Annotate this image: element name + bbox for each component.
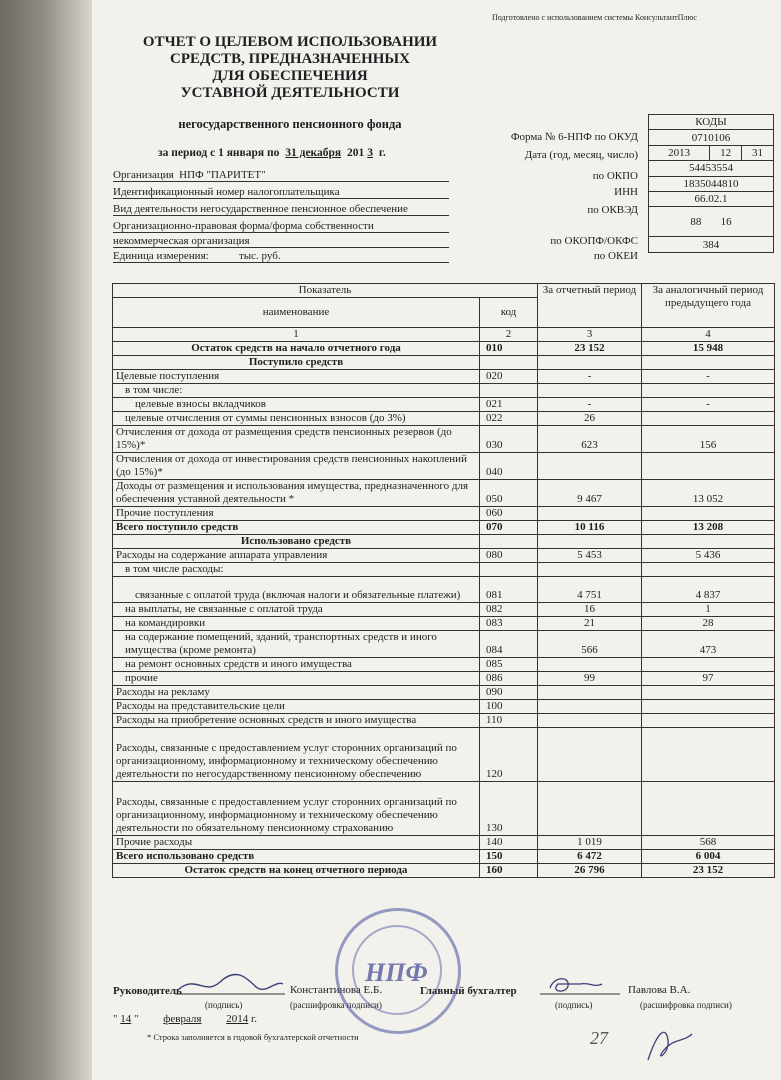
margin-signature [640,1020,700,1070]
row-prev-value: 28 [642,617,775,631]
row-code: 040 [480,453,538,480]
table-row [113,631,775,658]
row-name: прочие [113,672,480,686]
col-header-prev: За аналогичный период предыдущего года [642,284,775,328]
row-name: Остаток средств на начало отчетного года [113,342,480,356]
table-row [113,850,775,864]
row-current-value [538,714,642,728]
row-prev-value: 97 [642,672,775,686]
row-current-value: 623 [538,426,642,453]
chief-acc-label: Главный бухгалтер [420,985,517,997]
row-current-value: 4 751 [538,577,642,603]
sign-caption-head: (подпись) [205,1000,243,1010]
row-prev-value [642,714,775,728]
okved-code: 66.02.1 [649,191,774,206]
col-num: 2 [480,328,538,342]
table-row [113,563,775,577]
row-current-value [538,658,642,672]
page-mark: 27 [590,1028,608,1048]
legal-form: некоммерческая организация [113,235,250,247]
okei-code: 384 [649,237,774,252]
row-code: 140 [480,836,538,850]
row-code: 082 [480,603,538,617]
row-prev-value [642,412,775,426]
row-prev-value: 473 [642,631,775,658]
row-current-value [538,384,642,398]
row-current-value [538,686,642,700]
row-name: Отчисления от дохода от инвестирования средств пенсионных накоплений (до 15%)* [113,453,480,480]
row-current-value: 16 [538,603,642,617]
footnote: * Строка заполняется в годовой бухгалтерской отчетности [147,1032,359,1042]
okved-label: по ОКВЭД [587,204,638,216]
row-prev-value [642,658,775,672]
row-code: 086 [480,672,538,686]
decode-caption-acc: (расшифровка подписи) [640,1000,732,1010]
row-prev-value: 4 837 [642,577,775,603]
row-current-value: 5 453 [538,549,642,563]
codes-header: КОДЫ [649,115,774,130]
row-prev-value: 15 948 [642,342,775,356]
okei-label: по ОКЕИ [593,250,638,262]
row-current-value [538,782,642,836]
row-name: Доходы от размещения и использования имущества, предназначенного для обеспечения уставной деятельности * [113,480,480,507]
row-current-value: 21 [538,617,642,631]
row-code: 060 [480,507,538,521]
row-current-value [538,507,642,521]
table-row [113,728,775,782]
row-code: 021 [480,398,538,412]
row-name: Остаток средств на конец отчетного периода [113,864,480,878]
row-current-value [538,453,642,480]
table-row [113,686,775,700]
form-code: 0710106 [649,130,774,145]
row-current-value: 26 [538,412,642,426]
row-current-value: 26 796 [538,864,642,878]
header-note: Подготовлено с использованием системы КонсультантПлюс [492,13,697,22]
row-prev-value [642,563,775,577]
row-current-value [538,728,642,782]
report-title: ОТЧЕТ О ЦЕЛЕВОМ ИСПОЛЬЗОВАНИИ СРЕДСТВ, ПРЕДНАЗНАЧЕННЫХ ДЛЯ ОБЕСПЕЧЕНИЯ УСТАВНОЙ ДЕЯТЕЛЬНОСТИ [142,34,438,101]
row-prev-value: 568 [642,836,775,850]
row-code: 030 [480,426,538,453]
table-row [113,577,775,603]
table-row [113,398,775,412]
row-current-value: 99 [538,672,642,686]
row-code: 100 [480,700,538,714]
date-year: 2013 [649,145,710,160]
head-name: Константинова Е.Б. [290,984,383,996]
stamp-text: НПФ [365,958,428,987]
okpo-code: 54453554 [649,161,774,176]
row-name: на командировки [113,617,480,631]
head-signature [175,972,285,998]
col-header-indicator: Показатель [113,284,538,298]
table-row [113,384,775,398]
row-current-value: - [538,370,642,384]
row-current-value: 1 019 [538,836,642,850]
row-prev-value: 5 436 [642,549,775,563]
col-header-code: код [480,298,538,328]
row-current-value: 566 [538,631,642,658]
table-row [113,426,775,453]
row-name: Прочие расходы [113,836,480,850]
date-label: Дата (год, месяц, число) [524,149,638,161]
report-period: за период с 1 января по 31 декабря 201 3 г. [158,147,386,159]
sign-date: " 14 " февраля 2014 г. [113,1013,258,1025]
row-prev-value [642,507,775,521]
row-name: Расходы на приобретение основных средств и иного имущества [113,714,480,728]
row-prev-value: 1 [642,603,775,617]
row-prev-value: 13 052 [642,480,775,507]
col-num: 4 [642,328,775,342]
table-row [113,453,775,480]
table-row [113,714,775,728]
chief-acc-name: Павлова В.А. [628,984,691,996]
chief-acc-signature [540,972,620,998]
row-name: в том числе: [113,384,480,398]
date-month: 12 [710,145,742,160]
book-spine [0,0,92,1080]
decode-caption-head: (расшифровка подписи) [290,1000,382,1010]
row-name: Расходы на содержание аппарата управления [113,549,480,563]
table-row [113,535,775,549]
col-num: 3 [538,328,642,342]
row-name: на ремонт основных средств и иного имущества [113,658,480,672]
head-label: Руководитель [113,985,182,997]
col-header-current: За отчетный период [538,284,642,328]
row-name: Поступило средств [113,356,480,370]
row-current-value: 6 472 [538,850,642,864]
table-row [113,521,775,535]
row-code [480,356,538,370]
table-row [113,603,775,617]
table-row [113,549,775,563]
row-prev-value [642,782,775,836]
row-code: 050 [480,480,538,507]
okfs-code: 16 [720,215,732,228]
row-current-value [538,356,642,370]
row-current-value: - [538,398,642,412]
row-name: Всего поступило средств [113,521,480,535]
row-current-value: 10 116 [538,521,642,535]
form-label: Форма № 6-НПФ по ОКУД [510,131,638,143]
table-row [113,782,775,836]
row-prev-value: 6 004 [642,850,775,864]
date-day: 31 [742,145,774,160]
row-code: 083 [480,617,538,631]
col-num: 1 [113,328,480,342]
row-code [480,563,538,577]
table-row [113,864,775,878]
codes-table [648,114,774,253]
row-prev-value [642,728,775,782]
legal-form-label: Организационно-правовая форма/форма собственности [113,220,374,232]
row-name: Прочие поступления [113,507,480,521]
table-row [113,356,775,370]
row-code: 130 [480,782,538,836]
col-header-name: наименование [113,298,480,328]
row-prev-value: - [642,370,775,384]
row-code: 150 [480,850,538,864]
row-current-value [538,700,642,714]
row-current-value: 9 467 [538,480,642,507]
row-code: 080 [480,549,538,563]
okopf-label: по ОКОПФ/ОКФС [550,235,638,247]
row-code [480,535,538,549]
row-name: Отчисления от дохода от размещения средств пенсионных резервов (до 15%)* [113,426,480,453]
row-code: 120 [480,728,538,782]
row-name: целевые взносы вкладчиков [113,398,480,412]
row-name: Расходы на рекламу [113,686,480,700]
row-name: связанные с оплатой труда (включая налоги и обязательные платежи) [113,577,480,603]
row-name: на выплаты, не связанные с оплатой труда [113,603,480,617]
row-name: в том числе расходы: [113,563,480,577]
table-row [113,672,775,686]
row-name: Расходы на представительские цели [113,700,480,714]
row-current-value: 23 152 [538,342,642,356]
row-prev-value [642,356,775,370]
row-code: 084 [480,631,538,658]
row-code: 022 [480,412,538,426]
row-name: Всего использовано средств [113,850,480,864]
row-name: на содержание помещений, зданий, транспортных средств и иного имущества (кроме ремонта) [113,631,480,658]
row-code: 020 [480,370,538,384]
unit-line: Единица измерения: тыс. руб. [113,250,281,262]
table-row [113,370,775,384]
table-row [113,507,775,521]
inn-code: 1835044810 [649,176,774,191]
inn-label: ИНН [614,186,638,198]
table-row [113,480,775,507]
row-code: 090 [480,686,538,700]
table-row [113,617,775,631]
row-prev-value [642,535,775,549]
activity-line: Вид деятельности негосударственное пенсионное обеспечение [113,203,408,215]
row-prev-value: - [642,398,775,412]
row-name: Расходы, связанные с предоставлением услуг сторонних организаций по организационному, информационному и техническому обеспечению деятельности по негосударственному пенсионному обеспечению [113,728,480,782]
row-code: 085 [480,658,538,672]
row-code: 110 [480,714,538,728]
row-name: целевые отчисления от суммы пенсионных взносов (до 3%) [113,412,480,426]
org-line: Организация НПФ "ПАРИТЕТ" [113,169,266,181]
row-prev-value [642,453,775,480]
okopf-code: 88 [690,215,702,228]
row-prev-value [642,686,775,700]
row-code [480,384,538,398]
report-subtitle: негосударственного пенсионного фонда [178,117,402,131]
row-prev-value: 23 152 [642,864,775,878]
table-row [113,836,775,850]
row-prev-value [642,384,775,398]
row-name: Целевые поступления [113,370,480,384]
row-name: Использовано средств [113,535,480,549]
inn-text: Идентификационный номер налогоплательщика [113,186,340,198]
table-row [113,700,775,714]
row-name: Расходы, связанные с предоставлением услуг сторонних организаций по организационному, информационному и техническому обеспечению деятельности по обязательному пенсионному страхованию [113,782,480,836]
sign-caption-acc: (подпись) [555,1000,593,1010]
table-row [113,658,775,672]
row-code: 160 [480,864,538,878]
row-prev-value [642,700,775,714]
row-prev-value: 13 208 [642,521,775,535]
row-code: 010 [480,342,538,356]
report-table [112,283,775,878]
row-code: 081 [480,577,538,603]
table-row [113,412,775,426]
row-current-value [538,563,642,577]
table-row [113,342,775,356]
okpo-label: по ОКПО [592,170,638,182]
row-code: 070 [480,521,538,535]
row-current-value [538,535,642,549]
row-prev-value: 156 [642,426,775,453]
